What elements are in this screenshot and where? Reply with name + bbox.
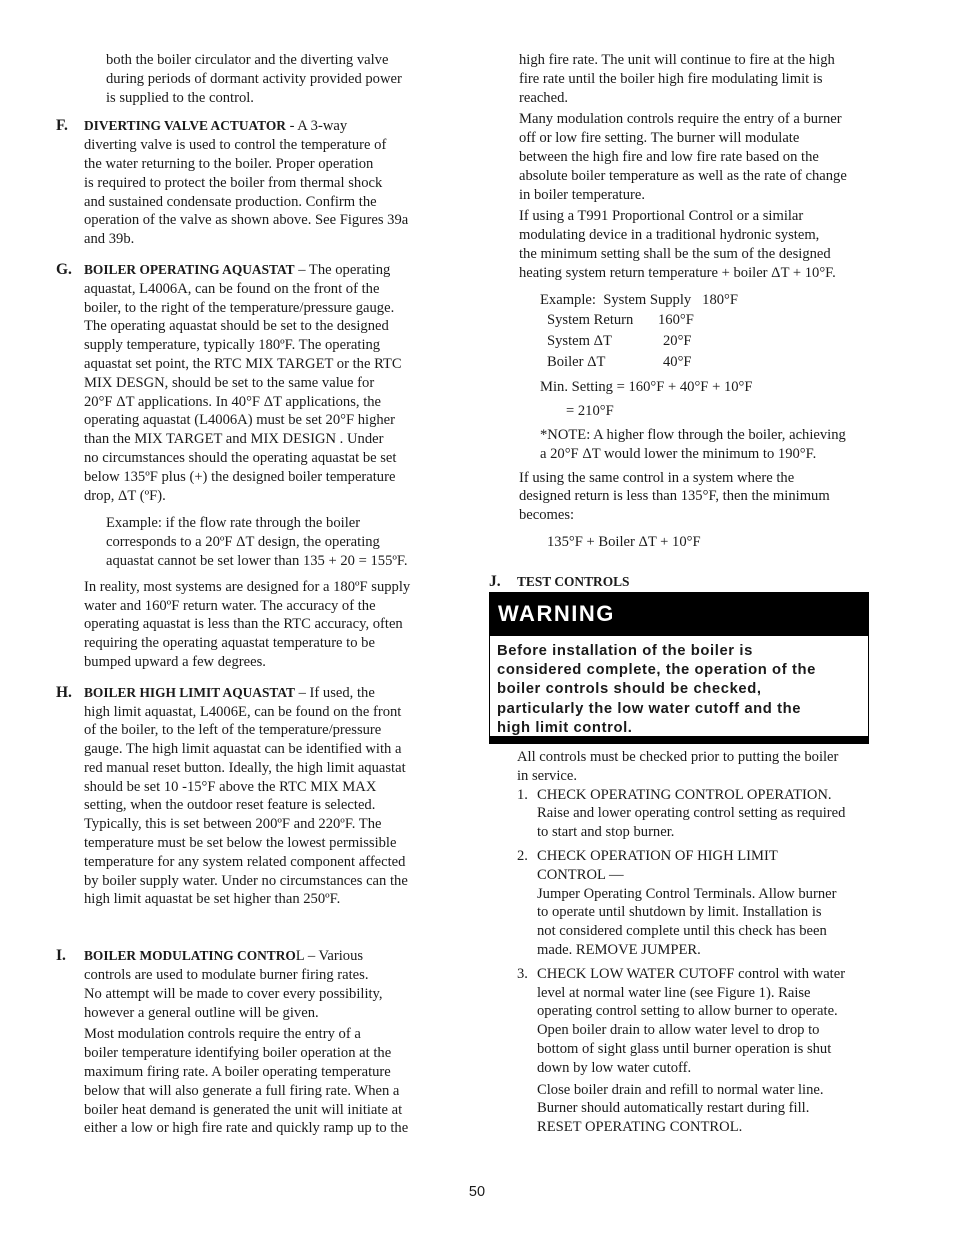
heading-tail: L – Various [295, 948, 364, 965]
text-line: Jumper Operating Control Terminals. Allow burner [537, 885, 837, 902]
text-line: bottom of sight glass until burner operation is shut [537, 1040, 832, 1057]
text-line: temperature for any system related component affected [84, 853, 406, 870]
text-line: MIX DESGN, should be set to the same value for [84, 374, 375, 391]
text-line: CHECK OPERATING CONTROL OPERATION. [537, 786, 832, 803]
text-line: If using the same control in a system where the [519, 469, 795, 486]
text-line: boiler, to the right of the temperature/pressure gauge. [84, 299, 395, 316]
section-g [56, 261, 440, 505]
text-line: becomes: [519, 507, 575, 524]
text-line: operating aquastat is less than the RTC accuracy, often [84, 616, 403, 633]
min-setting: Min. Setting = 160°F + 40°F + 10°F [540, 379, 753, 396]
text-line: designed return is less than 135°F, then the minimum [519, 488, 830, 505]
section-heading: BOILER OPERATING AQUASTAT [84, 261, 295, 277]
text-line: gauge. The high limit aquastat can be identified with a [84, 741, 402, 758]
text-line: not considered complete until this check has been [537, 923, 827, 940]
text-line: Typically, this is set between 200ºF and 220ºF. The [84, 816, 382, 833]
section-letter: J. [489, 573, 501, 590]
right-column [519, 51, 875, 552]
text-line: The operating aquastat should be set to the designed [84, 318, 389, 335]
example-paragraph [56, 514, 440, 570]
section-letter: I. [56, 947, 66, 965]
text-line: in boiler temperature. [519, 186, 646, 203]
text-line: In reality, most systems are designed for a 180ºF supply [84, 578, 411, 595]
text-line: absolute boiler temperature as well as the rate of change [519, 167, 847, 184]
intro-paragraph [517, 748, 873, 786]
text-line: is required to protect the boiler from thermal shock [84, 174, 383, 191]
text-line: the water returning to the boiler. Proper operation [84, 155, 374, 172]
t991-paragraph [519, 207, 875, 282]
warning-body [490, 636, 868, 738]
text-line: boiler heat demand is generated the unit will initiate at [84, 1101, 403, 1118]
text-line: either a low or high fire rate and quickly ramp up to the [84, 1120, 409, 1137]
text-line: bumped upward a few degrees. [84, 653, 266, 670]
warning-box [489, 592, 869, 744]
text-line: boiler controls should be checked, [497, 681, 762, 698]
text-line: level at normal water line (see Figure 1). Raise [537, 984, 811, 1001]
section-i [56, 947, 440, 1022]
section-letter: H. [56, 683, 72, 701]
text-line: 20°F ΔT applications. In 40°F ΔT applications, the [84, 393, 382, 410]
list-item [517, 965, 873, 1137]
text-line: both the boiler circulator and the diverting valve [106, 52, 389, 68]
text-line: Before installation of the boiler is [497, 643, 753, 659]
text-line: no circumstances should the operating aquastat be set [84, 449, 397, 466]
list-item-extra [537, 1081, 873, 1137]
text-line: however a general outline will be given. [84, 1004, 319, 1021]
section-letter: G. [56, 260, 72, 278]
text-line: below that will also generate a full firing rate. When a [84, 1082, 400, 1099]
text-line: in service. [517, 767, 577, 784]
text-line: considered complete, the operation of the [497, 662, 816, 679]
text-line: should be set 10 -15°F above the RTC MIX MAX [84, 778, 377, 795]
text-line: fire rate until the boiler high fire modulating limit is [519, 70, 823, 87]
text-line [84, 117, 440, 136]
text-line: drop, ΔT (ºF). [84, 487, 166, 504]
text-line: requiring the operating aquastat temperature to be [84, 635, 375, 652]
text-line: of the boiler, to the left of the temperature/pressure [84, 722, 382, 739]
text-line: CONTROL — [537, 866, 624, 883]
example-block [519, 291, 875, 464]
text-line: to start and stop burner. [537, 824, 675, 841]
text-line: Many modulation controls require the entry of a burner [519, 111, 842, 128]
list-number: 1. [517, 786, 528, 803]
list-item [517, 847, 873, 960]
text-line: temperature must be set below the lowest permissible [84, 835, 397, 852]
list-item [517, 786, 873, 842]
text-line: supply temperature, typically 180ºF. The operating [84, 337, 381, 354]
list-number: 3. [517, 965, 528, 982]
section-j [489, 573, 869, 592]
text-line: No attempt will be made to cover every possibility, [84, 985, 383, 1002]
row-value: 40°F [663, 354, 692, 371]
low-return-paragraph [519, 469, 875, 525]
text-line [84, 947, 440, 966]
note [540, 426, 875, 464]
text-line: high limit aquastat be set higher than 250ºF. [84, 891, 341, 908]
text-line: CHECK LOW WATER CUTOFF control with water [537, 965, 846, 982]
text-line: red manual reset button. Ideally, the high limit aquastat [84, 759, 406, 776]
text-line: reached. [519, 89, 569, 106]
text-line: the minimum setting shall be the sum of the designed [519, 245, 831, 262]
example-row [547, 332, 875, 353]
text-line: aquastat set point, the RTC MIX TARGET or the RTC [84, 355, 402, 372]
text-line: by boiler supply water. Under no circumstances can the [84, 872, 408, 889]
text-line: If using a T991 Proportional Control or a similar [519, 208, 804, 225]
text-line: CHECK OPERATION OF HIGH LIMIT [537, 847, 778, 864]
reality-paragraph [56, 578, 440, 672]
modulation-paragraph [519, 110, 875, 204]
example-rows [540, 311, 875, 374]
text-line: Raise and lower operating control setting as required [537, 805, 846, 822]
text-line: Example: if the flow rate through the boiler [106, 515, 361, 532]
text-line: corresponds to a 20ºF ΔT design, the operating [106, 534, 380, 551]
section-h [56, 684, 440, 910]
text-line: diverting valve is used to control the temperature of [84, 137, 387, 154]
row-label: System ΔT [547, 333, 612, 350]
text-line: operation of the valve as shown above. See Figures 39a [84, 212, 409, 229]
continued-paragraph [519, 51, 875, 107]
text-line: high limit aquastat, L4006E, can be found on the front [84, 703, 402, 720]
section-letter: F. [56, 117, 68, 135]
text-line: particularly the low water cutoff and the [497, 700, 802, 717]
section-heading: DIVERTING VALVE ACTUATOR [84, 118, 286, 134]
text-line: RESET OPERATING CONTROL. [537, 1119, 743, 1136]
list-number: 2. [517, 847, 528, 864]
text-line: setting, when the outdoor reset feature is selected. [84, 797, 376, 814]
warning-bottom-bar [490, 736, 868, 743]
row-value: 160°F [658, 312, 694, 329]
text-line: Burner should automatically restart during fill. [537, 1100, 810, 1117]
row-value: 20°F [663, 333, 692, 350]
modulation-paragraph [56, 1025, 440, 1138]
text-line [84, 684, 440, 703]
section-heading: BOILER MODULATING CONTRO [84, 948, 296, 964]
text-line: below 135ºF plus (+) the designed boiler temperature [84, 468, 396, 485]
text-line: down by low water cutoff. [537, 1059, 692, 1076]
text-line: between the high fire and low fire rate based on the [519, 148, 819, 165]
section-f [56, 117, 440, 249]
min-result: = 210°F [566, 403, 614, 420]
text-line: All controls must be checked prior to putting the boiler [517, 749, 839, 765]
test-controls-list [517, 748, 873, 1137]
row-label: System Return [547, 312, 634, 329]
example-row [547, 311, 875, 332]
text-line: during periods of dormant activity provided power [106, 70, 402, 87]
text-line: and sustained condensate production. Confirm the [84, 193, 377, 210]
text-line: a 20°F ΔT would lower the minimum to 190°F. [540, 445, 817, 462]
example-supply: Example: System Supply 180°F [540, 291, 738, 308]
text-line: operating aquastat (L4006A) must be set 20°F higher [84, 412, 396, 429]
heading-tail: - A 3-way [285, 118, 348, 135]
text-line: Close boiler drain and refill to normal water line. [537, 1081, 824, 1098]
text-line: operating control setting to allow burner to operate. [537, 1003, 838, 1020]
text-line: high fire rate. The unit will continue to fire at the high [519, 52, 835, 68]
text-line: water and 160ºF return water. The accuracy of the [84, 597, 376, 614]
example-row [547, 353, 875, 374]
formula: 135°F + Boiler ΔT + 10°F [547, 533, 701, 550]
text-line: heating system return temperature + boiler ΔT + 10°F. [519, 264, 836, 281]
text-line: off or low fire setting. The burner will modulate [519, 130, 800, 147]
text-line: boiler temperature identifying boiler operation at the [84, 1045, 392, 1062]
continued-paragraph [56, 51, 440, 107]
section-heading: BOILER HIGH LIMIT AQUASTAT [84, 684, 295, 700]
text-line: aquastat cannot be set lower than 135 + 20 = 155ºF. [106, 552, 408, 569]
text-line: made. REMOVE JUMPER. [537, 941, 701, 958]
text-line: is supplied to the control. [106, 89, 254, 106]
text-line: and 39b. [84, 231, 135, 248]
text-line: modulating device in a traditional hydronic system, [519, 227, 820, 244]
text-line [84, 261, 440, 280]
text-line: controls are used to modulate burner firing rates. [84, 967, 369, 984]
text-line: high limit control. [497, 719, 633, 736]
text-line: Open boiler drain to allow water level to drop to [537, 1022, 820, 1039]
text-line: maximum firing rate. A boiler operating temperature [84, 1064, 391, 1081]
text-line: *NOTE: A higher flow through the boiler, achieving [540, 426, 846, 443]
text-line: to operate until shutdown by limit. Installation is [537, 904, 822, 921]
left-column [56, 51, 440, 1138]
page-number: 50 [468, 1184, 486, 1200]
heading-tail: – If used, the [294, 684, 375, 701]
section-heading: TEST CONTROLS [517, 574, 630, 589]
warning-title: WARNING [490, 593, 868, 636]
text-line: aquastat, L4006A, can be found on the front of the [84, 280, 380, 297]
text-line: Most modulation controls require the entry of a [84, 1026, 361, 1043]
row-label: Boiler ΔT [547, 354, 606, 371]
heading-tail: – The operating [294, 261, 391, 278]
text-line: than the MIX TARGET and MIX DESIGN . Under [84, 431, 384, 448]
